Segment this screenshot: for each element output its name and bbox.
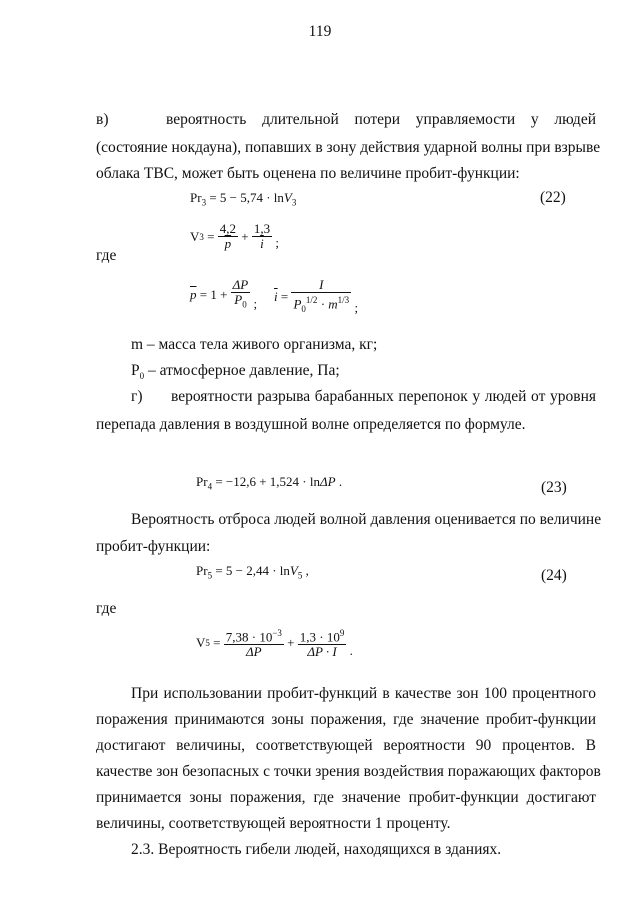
formula-p-bar-p: $\overline{p}$ bbox=[190, 286, 197, 302]
section-2-3-heading: 2.3. Вероятность гибели людей, находящихся в зданиях. bbox=[131, 841, 502, 858]
formula-23-dp: ΔP bbox=[320, 474, 336, 489]
para-usage-line-2: поражения принимаются зоны поражения, где значение пробит-функции bbox=[96, 711, 596, 728]
formula-i-bar-i: $\overline{i}$ bbox=[274, 288, 278, 304]
item-v-line-1 bbox=[96, 110, 596, 130]
formula-24-tail: , bbox=[302, 563, 309, 578]
formula-v5 bbox=[196, 626, 353, 659]
formula-v5-frac-1-num-sup: −3 bbox=[272, 628, 282, 638]
formula-v5-frac-2-den: ΔP · I bbox=[307, 644, 337, 660]
formula-v3-frac-1 bbox=[218, 222, 238, 251]
definition-p0-p: P bbox=[131, 362, 140, 379]
formula-p-bar-den: P bbox=[234, 292, 243, 307]
formula-v5-frac-2-num-sup: 9 bbox=[339, 628, 345, 638]
formula-p-bar-eq: = 1 + bbox=[196, 286, 231, 302]
formula-i-bar-den-p-sup: 1/2 bbox=[305, 295, 318, 305]
item-g-line-1-text: вероятности разрыва барабанных перепонок у людей от уровня bbox=[171, 388, 596, 405]
formula-23-pr: Pr bbox=[196, 474, 208, 489]
formula-v5-frac-2 bbox=[298, 626, 347, 659]
formula-23-body: = −12,6 + 1,524 · ln bbox=[212, 474, 320, 489]
formula-v5-frac-1-num: 7,38 · 10 bbox=[225, 629, 273, 645]
para-throw-line-1: Вероятность отброса людей волной давления оценивается по величине bbox=[131, 511, 602, 528]
formula-22-number: (22) bbox=[540, 189, 566, 206]
formula-i-bar bbox=[274, 278, 358, 316]
definition-p0-rest: – атмосферное давление, Па; bbox=[144, 362, 340, 379]
formula-23-tail: . bbox=[335, 474, 343, 489]
para-usage-line-6: величины, соответствующей вероятности 1 проценту. bbox=[96, 815, 451, 832]
item-g-marker: г) bbox=[131, 388, 143, 405]
formula-v3-tail: ; bbox=[272, 235, 279, 250]
item-v-line-3: облака ТВС, может быть оценена по величине пробит-функции: bbox=[96, 165, 520, 182]
formula-p-bar-den-sub: 0 bbox=[242, 299, 247, 310]
item-v-line-2: (состояние нокдауна), попавших в зону действия ударной волны при взрыве bbox=[96, 139, 601, 156]
formula-24-pr-sub: 5 bbox=[207, 570, 213, 581]
formula-i-bar-den-p: P bbox=[293, 296, 302, 312]
formula-v3-plus: + bbox=[237, 228, 252, 244]
para-usage-line-1: При использовании пробит-функций в качестве зон 100 процентного bbox=[131, 685, 596, 702]
formula-i-bar-den-m-sup: 1/3 bbox=[337, 295, 350, 305]
formula-24-v-sub: 5 bbox=[297, 570, 303, 581]
formula-v5-frac-1-den: ΔP bbox=[246, 644, 262, 660]
item-g-line-2: перепада давления в воздушной волне определяется по формуле. bbox=[96, 416, 526, 433]
formula-p-bar bbox=[190, 278, 257, 312]
formula-23 bbox=[196, 474, 342, 492]
item-v-marker: в) bbox=[96, 111, 109, 128]
definition-m: m – масса тела живого организма, кг; bbox=[131, 336, 378, 353]
formula-24-pr: Pr bbox=[196, 563, 208, 578]
para-usage-line-4: качестве зон безопасных с точки зрения воздействия поражающих факторов bbox=[96, 763, 601, 780]
formula-v5-frac-1 bbox=[224, 626, 284, 659]
formula-i-bar-tail: ; bbox=[351, 299, 359, 315]
formula-p-bar-num: ΔP bbox=[232, 277, 249, 292]
formula-i-bar-num: I bbox=[291, 278, 351, 293]
formula-v3-v-sub: 3 bbox=[199, 231, 204, 242]
formula-23-pr-sub: 4 bbox=[207, 481, 213, 492]
formula-i-bar-den-mid: · bbox=[317, 296, 329, 312]
formula-p-bar-tail: ; bbox=[250, 295, 258, 311]
formula-22-pr: Pr bbox=[190, 190, 202, 205]
formula-i-bar-den-p-sub: 0 bbox=[301, 303, 306, 314]
formula-v3-frac-2 bbox=[252, 222, 272, 251]
formula-24-v: V bbox=[289, 563, 298, 578]
definition-p0-sub: 0 bbox=[139, 371, 145, 382]
formula-v5-eq: = bbox=[209, 634, 224, 650]
formula-v5-v: V bbox=[196, 634, 206, 650]
where-label-2: где bbox=[96, 600, 117, 617]
formula-p-bar-frac bbox=[231, 278, 251, 312]
formula-24-body: = 5 − 2,44 · ln bbox=[212, 563, 290, 578]
para-usage-line-3: достигают величины, соответствующей вероятности 90 процентов. В bbox=[96, 737, 596, 754]
formula-v5-frac-2-num: 1,3 · 10 bbox=[299, 629, 340, 645]
formula-i-bar-den-m: m bbox=[328, 296, 338, 312]
formula-22-pr-sub: 3 bbox=[201, 197, 207, 208]
item-v-line-1-text: вероятность длительной потери управляемости у людей bbox=[166, 111, 596, 128]
formula-v3-v: V bbox=[190, 228, 200, 244]
formula-i-bar-eq: = bbox=[277, 288, 292, 304]
formula-24 bbox=[196, 563, 309, 581]
formula-v3-eq: = bbox=[203, 228, 218, 244]
formula-v3-frac-1-den: p bbox=[224, 236, 232, 251]
formula-24-number: (24) bbox=[541, 567, 567, 584]
formula-23-number: (23) bbox=[541, 479, 567, 496]
formula-22-v-sub: 3 bbox=[291, 197, 297, 208]
para-usage-line-5: принимается зоны поражения, где значение пробит-функции достигают bbox=[96, 789, 596, 806]
para-throw-line-2: пробит-функции: bbox=[96, 538, 211, 555]
formula-22 bbox=[190, 190, 296, 208]
formula-22-v: V bbox=[283, 190, 292, 205]
formula-i-bar-frac bbox=[291, 278, 351, 316]
item-g-line-1 bbox=[131, 387, 596, 407]
formula-v3 bbox=[190, 222, 279, 251]
formula-v3-frac-1-num: 4,2 bbox=[219, 221, 236, 236]
definition-p0 bbox=[131, 361, 340, 386]
formula-v3-frac-2-num: 1,3 bbox=[253, 221, 271, 236]
formula-v5-tail: . bbox=[346, 643, 353, 659]
page-number: 119 bbox=[308, 23, 332, 40]
formula-v5-plus: + bbox=[283, 634, 298, 650]
formula-v5-v-sub: 5 bbox=[205, 637, 210, 648]
formula-v3-frac-2-den: i bbox=[260, 236, 264, 251]
formula-22-body: = 5 − 5,74 · ln bbox=[206, 190, 284, 205]
where-label-1: где bbox=[96, 247, 117, 264]
